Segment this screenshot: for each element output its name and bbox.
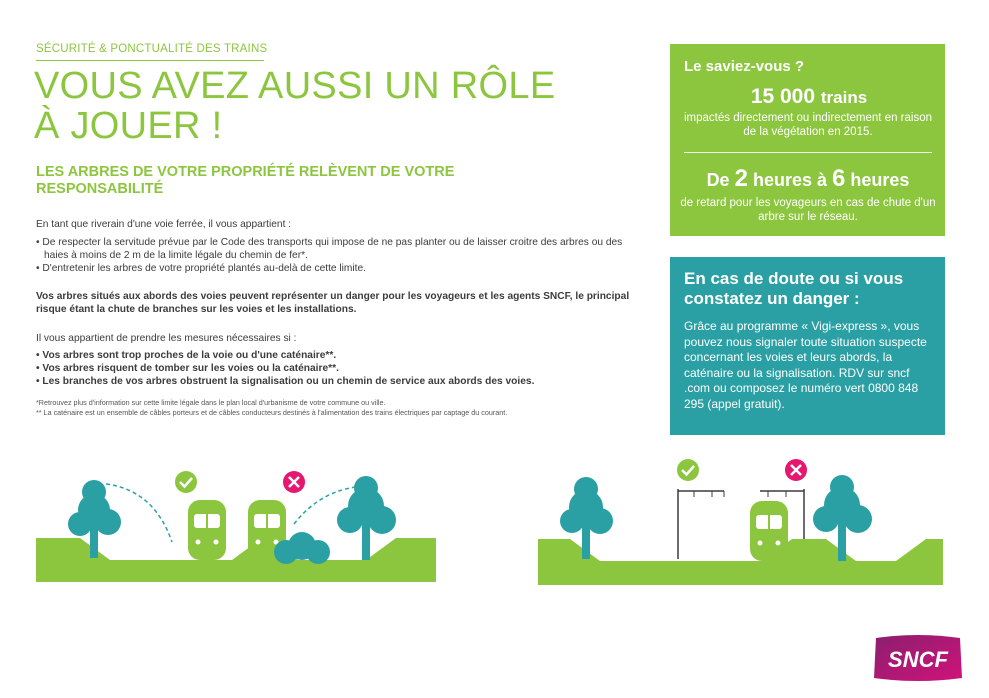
page-subtitle: LES ARBRES DE VOTRE PROPRIÉTÉ RELÈVENT DE VOTRE RESPONSABILITÉ xyxy=(36,164,455,197)
stat-trains-number: 15 000 xyxy=(750,85,816,108)
measures-intro: Il vous appartient de prendre les mesures nécessaires si : xyxy=(36,333,297,344)
embankment-ground xyxy=(538,539,943,585)
facts-panel xyxy=(670,44,945,236)
stat-trains xyxy=(684,84,934,111)
sncf-logo xyxy=(870,632,966,684)
stat-delay-desc: de retard pour les voyageurs en cas de chute d'un arbre sur le réseau. xyxy=(680,197,936,223)
cross-circle-icon xyxy=(283,471,305,493)
footnote-2: ** La caténaire est un ensemble de câbles porteurs et de câbles conducteurs destinés à l'alimentation des trains électriques par captage du courant. xyxy=(36,407,508,417)
section-kicker: SÉCURITÉ & PONCTUALITÉ DES TRAINS xyxy=(36,43,268,55)
list-item: • D'entretenir les arbres de votre propriété plantés au-delà de cette limite. xyxy=(36,262,636,275)
list-item: • Vos arbres risquent de tomber sur les voies ou la caténaire**. xyxy=(36,362,636,375)
train-icon xyxy=(188,500,226,560)
intro-text: En tant que riverain d'une voie ferrée, il vous appartient : xyxy=(36,219,292,230)
stat-delay-num1: 2 xyxy=(734,165,748,192)
danger-panel xyxy=(670,257,945,435)
facts-question: Le saviez-vous ? xyxy=(684,58,805,75)
stat-delay xyxy=(678,165,938,194)
stat-trains-unit: trains xyxy=(820,88,868,107)
stat-delay-prefix: De xyxy=(706,170,730,190)
catenary-pole xyxy=(678,489,724,559)
title-line-1: VOUS AVEZ AUSSI UN RÔLE xyxy=(34,65,556,107)
list-item: • De respecter la servitude prévue par le Code des transports qui impose de ne pas planter ou de laisser croitre des arbres ou des haies à moins de 2 m de la limite légale du chemin de fer*. xyxy=(36,236,636,262)
obligations-list xyxy=(36,236,636,275)
stat-delay-num2: 6 xyxy=(832,165,846,192)
danger-statement: Vos arbres situés aux abords des voies peuvent représenter un danger pour les voyageurs et les agents SNCF, le principal risque étant la chute de branches sur les voies et les installations. xyxy=(36,291,630,315)
danger-heading: En cas de doute ou si vous constatez un danger : xyxy=(684,269,904,308)
footnotes xyxy=(36,398,596,417)
logo-text: SNCF xyxy=(888,647,948,672)
stat-trains-desc: impactés directement ou indirectement en raison de la végétation en 2015. xyxy=(683,112,932,138)
check-circle-icon xyxy=(175,471,197,493)
list-item: • Les branches de vos arbres obstruent la signalisation ou un chemin de service aux abords des voies. xyxy=(36,375,636,388)
page-title xyxy=(34,66,634,146)
list-item: • Vos arbres sont trop proches de la voie ou d'une caténaire**. xyxy=(36,349,636,362)
illustration-catenary xyxy=(538,455,943,585)
footnote-1: *Retrouvez plus d'information sur cette limite légale dans le plan local d'urbanisme de votre commune ou ville. xyxy=(36,398,386,407)
danger-text: Grâce au programme « Vigi-express », vous pouvez nous signaler toute situation suspecte concernant les voies et leurs abords, la caténaire ou la signalisation. RDV sur sncf .com ou composez le numéro vert 0800 848 295 (appel gratuit). xyxy=(684,319,927,411)
title-line-2: À JOUER ! xyxy=(34,105,223,147)
stat-delay-suffix: heures xyxy=(850,170,910,190)
check-circle-icon xyxy=(677,459,699,481)
facts-divider xyxy=(684,152,932,153)
kicker-rule xyxy=(36,60,264,61)
train-icon xyxy=(750,501,788,561)
measures-list xyxy=(36,349,636,388)
illustration-trees-near-tracks xyxy=(36,462,436,582)
cross-circle-icon xyxy=(785,459,807,481)
stat-delay-mid: heures à xyxy=(752,170,828,190)
